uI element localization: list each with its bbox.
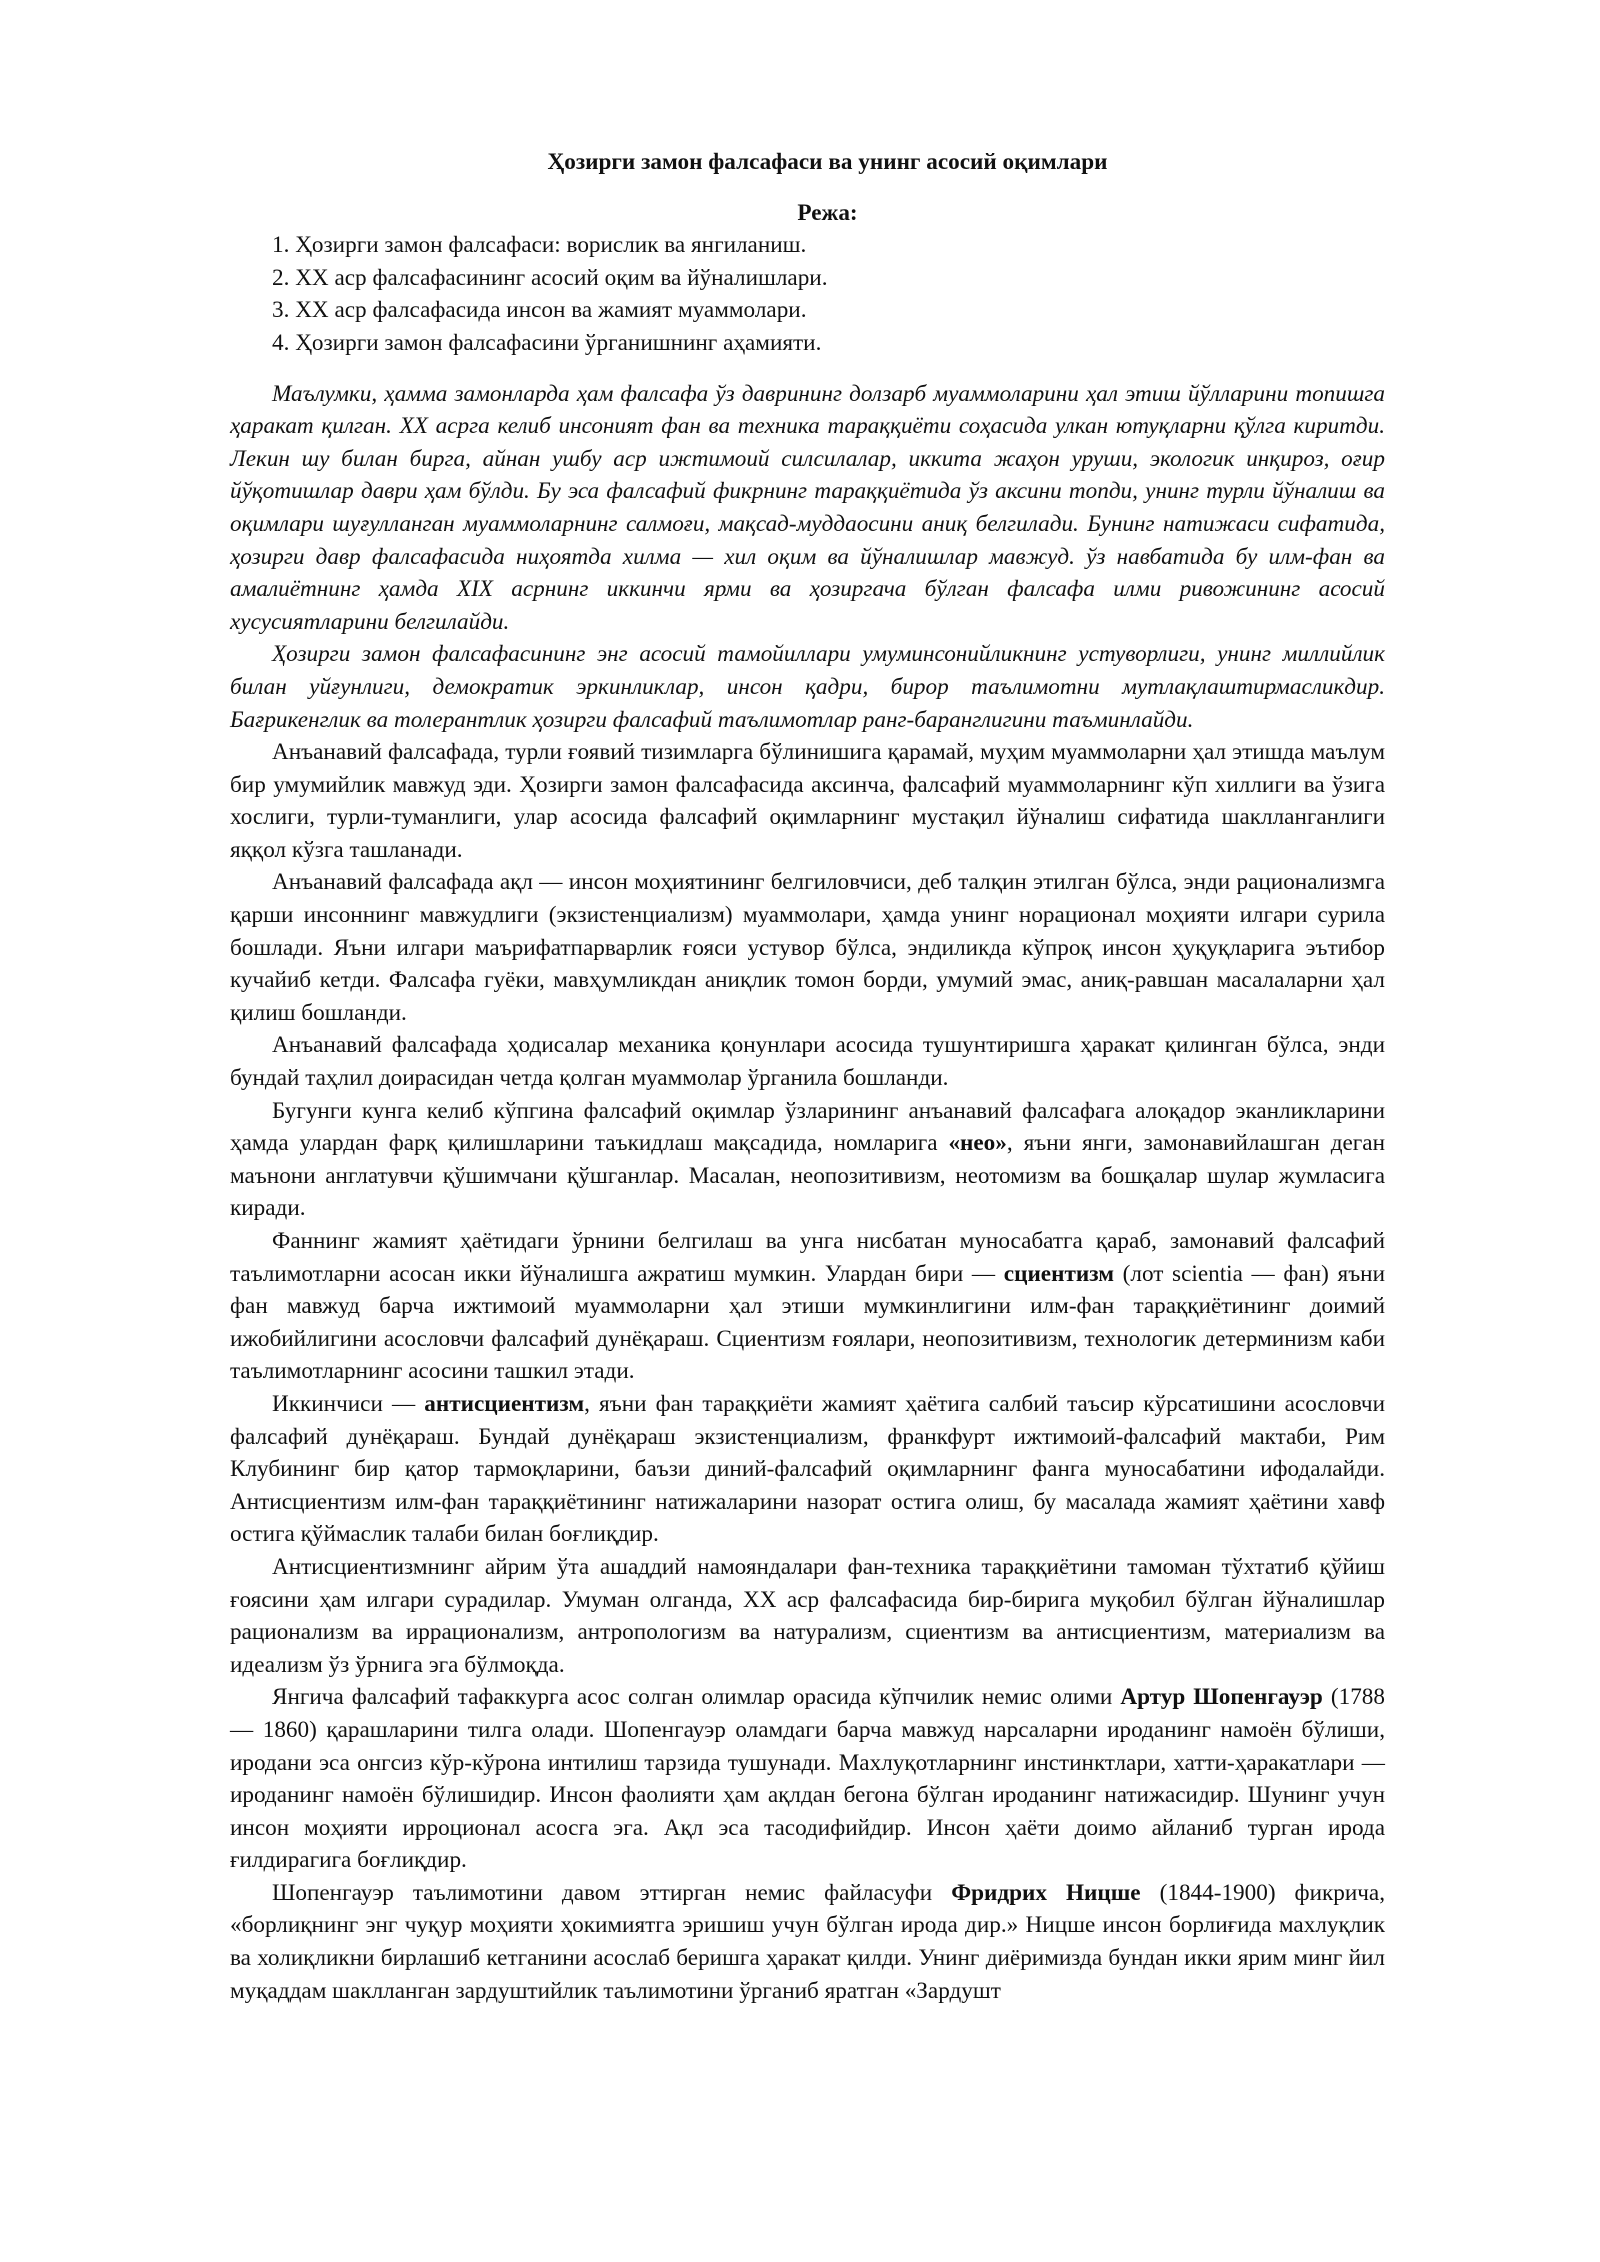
plan-heading: Режа: [797, 199, 858, 226]
document-title: Ҳозирги замон фалсафаси ва унинг асосий оқимлари [547, 149, 1108, 175]
plan-item: 1. Ҳозирги замон фалсафаси: ворислик ва янгиланиш. [272, 232, 807, 259]
paragraph: Иккинчиси — антисциентизм, яъни фан тараққиёти жамият ҳаётига салбий таъсир кўрсатишини асословчи фалсафий дунёқараш. Бундай дунёқараш экзистенциализм, франкфурт ижтимоий-фалсафий мактаби, Рим Клубининг бир қатор тармоқларини, баъзи диний-фалсафий оқимларнинг фанга муносабатини ифодалайди. Антисциентизм илм-фан тараққиётининг натижаларини назорат остига олиш, бу масалада жамият ҳаётини хавф остига қўймаслик талаби билан боғлиқдир. [230, 1390, 1385, 1548]
paragraph: Ҳозирги замон фалсафасининг энг асосий тамойиллари умуминсонийликнинг устуворлиги, унинг миллийлик билан уйғунлиги, демократик эркинликлар, инсон қадри, бирор таълимотни мутлақлаштирмасликдир. Бағрикенглик ва толерантлик ҳозирги фалсафий таълимотлар ранг-баранглигини таъминлайди. [230, 641, 1385, 733]
paragraph: Анъанавий фалсафада ақл — инсон моҳиятининг белгиловчиси, деб талқин этилган бўлса, энди рационализмга қарши инсоннинг мавжудлиги (экзистенциализм) муаммолари, ҳамда унинг норационал моҳияти илгари сурила бошлади. Яъни илгари маърифатпарварлик ғояси устувор бўлса, эндиликда кўпроқ инсон ҳуқуқларига эътибор кучайиб кетди. Фалсафа гуёки, мавҳумликдан аниқлик томон борди, умумий эмас, аниқ-равшан масалаларни ҳал қилиш бошланди. [230, 869, 1385, 1026]
document-page [230, 146, 1385, 2007]
plan-item: 2. ХХ аср фалсафасининг асосий оқим ва йўналишлари. [272, 264, 828, 291]
plan-item: 4. Ҳозирги замон фалсафасини ўрганишнинг аҳамияти. [272, 329, 822, 356]
paragraph: Маълумки, ҳамма замонларда ҳам фалсафа ўз даврининг долзарб муаммоларини ҳал этиш йўлларини топишга ҳаракат қилган. XX асрга келиб инсоният фан ва техника тараққиёти соҳасида улкан ютуқларни қўлга киритди. Лекин шу билан бирга, айнан ушбу аср ижтимоий силсилалар, иккита жаҳон уруши, экологик инқироз, оғир йўқотишлар даври ҳам бўлди. Бу эса фалсафий фикрнинг тараққиётида ўз аксини топди, унинг турли йўналиш ва оқимлари шуғулланган муаммоларнинг салмоғи, мақсад-муддаосини аниқ белгилади. Бунинг натижаси сифатида, ҳозирги давр фалсафасида ниҳоятда хилма — хил оқим ва йўналишлар мавжуд. ўз навбатида бу илм-фан ва амалиётнинг ҳамда XIX асрнинг иккинчи ярми ва ҳозиргача бўлган фалсафа илми ривожининг асосий хусусиятларини белгилайди. [230, 380, 1385, 635]
plan-list [272, 229, 1385, 359]
bold-term: Фридрих Ницше [951, 1879, 1141, 1906]
paragraph: Шопенгауэр таълимотини давом эттирган немис файласуфи Фридрих Ницше (1844-1900) фикрича, «борлиқнинг энг чуқур моҳияти ҳокимиятга эришиш учун бўлган ирода дир.» Ницше инсон борлиғида махлуқлик ва холиқликни бирлашиб кетганини асослаб беришга ҳаракат қилди. Унинг диёримизда бундан икки ярим минг йил муқаддам шаклланган зардуштийлик таълимотини ўрганиб яратган «Зардушт [230, 1879, 1386, 2004]
paragraph: Бугунги кунга келиб кўпгина фалсафий оқимлар ўзларининг анъанавий фалсафага алоқадор эканликларини ҳамда улардан фарқ қилишларини таъкидлаш мақсадида, номларига «нео», яъни янги, замонавийлашган деган маънони англатувчи қўшимчани қўшганлар. Масалан, неопозитивизм, неотомизм ва бошқалар шулар жумласига киради. [230, 1097, 1385, 1222]
plan-item: 3. ХХ аср фалсафасида инсон ва жамият муаммолари. [272, 297, 807, 324]
bold-term: сциентизм [1003, 1260, 1114, 1287]
paragraph: Фаннинг жамият ҳаётидаги ўрнини белгилаш ва унга нисбатан муносабатга қараб, замонавий фалсафий таълимотларни асосан икки йўналишга ажратиш мумкин. Улардан бири — сциентизм (лот scientia — фан) яъни фан мавжуд барча ижтимоий муаммоларни ҳал этиши мумкинлигини илм-фан тараққиётининг доимий ижобийлигини асословчи фалсафий дунёқараш. Сциентизм ғоялари, неопозитивизм, технологик детерминизм каби таълимотларнинг асосини ташкил этади. [230, 1228, 1385, 1385]
body-text [230, 378, 1385, 2008]
bold-term: антисциентизм [424, 1390, 585, 1417]
paragraph: Анъанавий фалсафада ҳодисалар механика қонунлари асосида тушунтиришга ҳаракат қилинган бўлса, энди бундай таҳлил доирасидан четда қолган муаммолар ўрганила бошланди. [230, 1032, 1385, 1092]
paragraph: Антисциентизмнинг айрим ўта ашаддий намояндалари фан-техника тараққиётини тамоман тўхтатиб қўйиш ғоясини ҳам илгари сурадилар. Умуман олганда, XX аср фалсафасида бир-бирига муқобил бўлган йўналишлар рационализм ва иррационализм, антропологизм ва натурализм, сциентизм ва антисциентизм, материализм ва идеализм ўз ўрнига эга бўлмоқда. [230, 1553, 1385, 1678]
bold-term: Артур Шопенгауэр [1120, 1684, 1323, 1711]
bold-term: «нео» [948, 1130, 1007, 1157]
paragraph: Анъанавий фалсафада, турли ғоявий тизимларга бўлинишига қарамай, муҳим муаммоларни ҳал этишда маълум бир умумийлик мавжуд эди. Ҳозирги замон фалсафасида аксинча, фалсафий муаммоларнинг кўп хиллиги ва ўзига хослиги, турли-туманлиги, улар асосида фалсафий оқимларнинг мустақил йўналиш сифатида шаклланганлиги яққол кўзга ташланади. [230, 739, 1385, 863]
paragraph: Янгича фалсафий тафаккурга асос солган олимлар орасида кўпчилик немис олими Артур Шопенгауэр (1788 — 1860) қарашларини тилга олади. Шопенгауэр оламдаги барча мавжуд нарсаларни ироданинг намоён бўлиши, иродани эса онгсиз кўр-кўрона интилиш тарзида тушунади. Махлуқотларнинг инстинктлари, хатти-ҳаракатлари — ироданинг намоён бўлишидир. Инсон фаолияти ҳам ақлдан бегона бўлган ироданинг натижасидир. Шунинг учун инсон моҳияти ирроционал асосга эга. Ақл эса тасодифийдир. Инсон ҳаёти доимо айланиб турган ирода ғилдирагига боғлиқдир. [230, 1684, 1385, 1874]
